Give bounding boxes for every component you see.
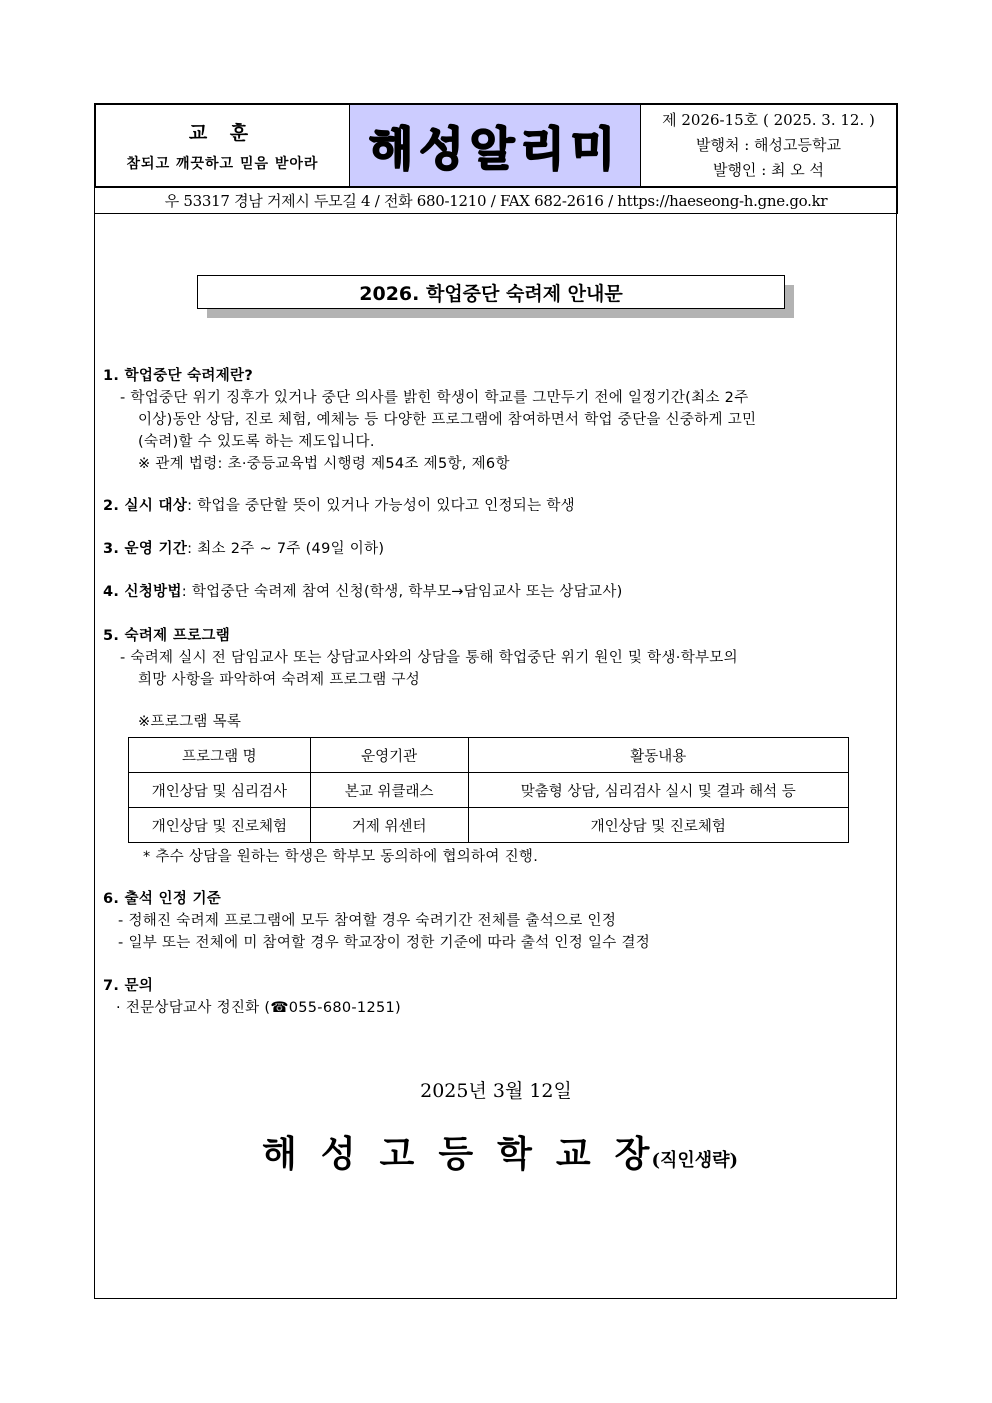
section-3-heading: 3. 운영 기간 (103, 541, 188, 557)
signature (262, 1126, 738, 1177)
section-2 (103, 494, 575, 515)
table-header: 활동내용 (468, 738, 848, 773)
table-cell: 개인상담 및 진로체험 (129, 808, 311, 843)
table-cell: 개인상담 및 진로체험 (468, 808, 848, 843)
table-header: 운영기관 (310, 738, 468, 773)
section-2-text: : 학업을 중단할 뜻이 있거나 가능성이 있다고 인정되는 학생 (187, 498, 575, 514)
section-4-heading: 4. 신청방법 (103, 584, 182, 600)
section-5-heading: 5. 숙려제 프로그램 (103, 628, 231, 644)
section-6-line-2: - 일부 또는 전체에 미 참여할 경우 학교장이 정한 기준에 따라 출석 인정 일수 결정 (118, 935, 651, 951)
table-cell: 본교 위클래스 (310, 773, 468, 808)
section-4 (103, 580, 623, 601)
section-1-heading: 1. 학업중단 숙려제란? (103, 368, 254, 384)
section-7-heading: 7. 문의 (103, 978, 154, 994)
table-footnote: * 추수 상담을 원하는 학생은 학부모 동의하에 협의하여 진행. (143, 849, 539, 865)
table-cell: 맞춤형 상담, 심리검사 실시 및 결과 해석 등 (468, 773, 848, 808)
masthead-title: 해성알리미 (368, 121, 622, 176)
section-1-line-3: (숙려)할 수 있도록 하는 제도입니다. (138, 434, 375, 450)
masthead-cell (350, 105, 641, 186)
motto-title: 교 훈 (188, 122, 257, 144)
section-1-line-2: 이상)동안 상담, 진로 체험, 예체능 등 다양한 프로그램에 참여하면서 학업 중단을 신중하게 고민 (138, 412, 757, 428)
seal-note: (직인생략) (651, 1150, 739, 1171)
signer-name: 해성고등학교장 (262, 1133, 674, 1175)
school-motto (96, 105, 350, 186)
section-6-line-1: - 정해진 숙려제 프로그램에 모두 참여할 경우 숙려기간 전체를 출석으로 인정 (118, 913, 617, 929)
contact-line: · 전문상담교사 정진화 (☎055-680-1251) (116, 1000, 401, 1016)
table-row (129, 773, 849, 808)
newsletter-header (94, 103, 898, 188)
table-row (129, 808, 849, 843)
program-list-label: ※프로그램 목록 (138, 714, 242, 730)
program-table (128, 737, 849, 843)
table-cell: 개인상담 및 심리검사 (129, 773, 311, 808)
publication-info (641, 105, 896, 186)
table-header: 프로그램 명 (129, 738, 311, 773)
section-5-line-2: 희망 사항을 파악하여 숙려제 프로그램 구성 (138, 672, 421, 688)
issue-number: 제 2026-15호 ( 2025. 3. 12. ) (662, 111, 875, 129)
section-1-law-note: ※ 관계 법령: 초·중등교육법 시행령 제54조 제5항, 제6항 (138, 456, 510, 472)
issuer: 발행인 : 최 오 석 (712, 161, 825, 179)
section-1-line-1: - 학업중단 위기 징후가 있거나 중단 의사를 밝힌 학생이 학교를 그만두기 전에 일정기간(최소 2주 (120, 390, 749, 406)
issue-date: 2025년 3월 12일 (420, 1080, 572, 1102)
motto-text: 참되고 깨끗하고 믿음 받아라 (126, 156, 319, 172)
section-3 (103, 537, 384, 558)
table-cell: 거제 위센터 (310, 808, 468, 843)
section-5-line-1: - 숙려제 실시 전 담임교사 또는 상담교사와의 상담을 통해 학업중단 위기 원인 및 학생·학부모의 (120, 650, 738, 666)
section-6-heading: 6. 출석 인정 기준 (103, 891, 222, 907)
section-3-text: : 최소 2주 ~ 7주 (49일 이하) (187, 541, 385, 557)
document-title: 2026. 학업중단 숙려제 안내문 (197, 275, 785, 309)
address-line: 우 53317 경남 거제시 두모길 4 / 전화 680-1210 / FAX 682-2616 / https://haeseong-h.gne.go.kr (94, 187, 898, 214)
section-2-heading: 2. 실시 대상 (103, 498, 188, 514)
table-header-row (129, 738, 849, 773)
section-4-text: : 학업중단 숙려제 참여 신청(학생, 학부모→담임교사 또는 상담교사) (181, 584, 623, 600)
publisher: 발행처 : 해성고등학교 (695, 136, 841, 154)
